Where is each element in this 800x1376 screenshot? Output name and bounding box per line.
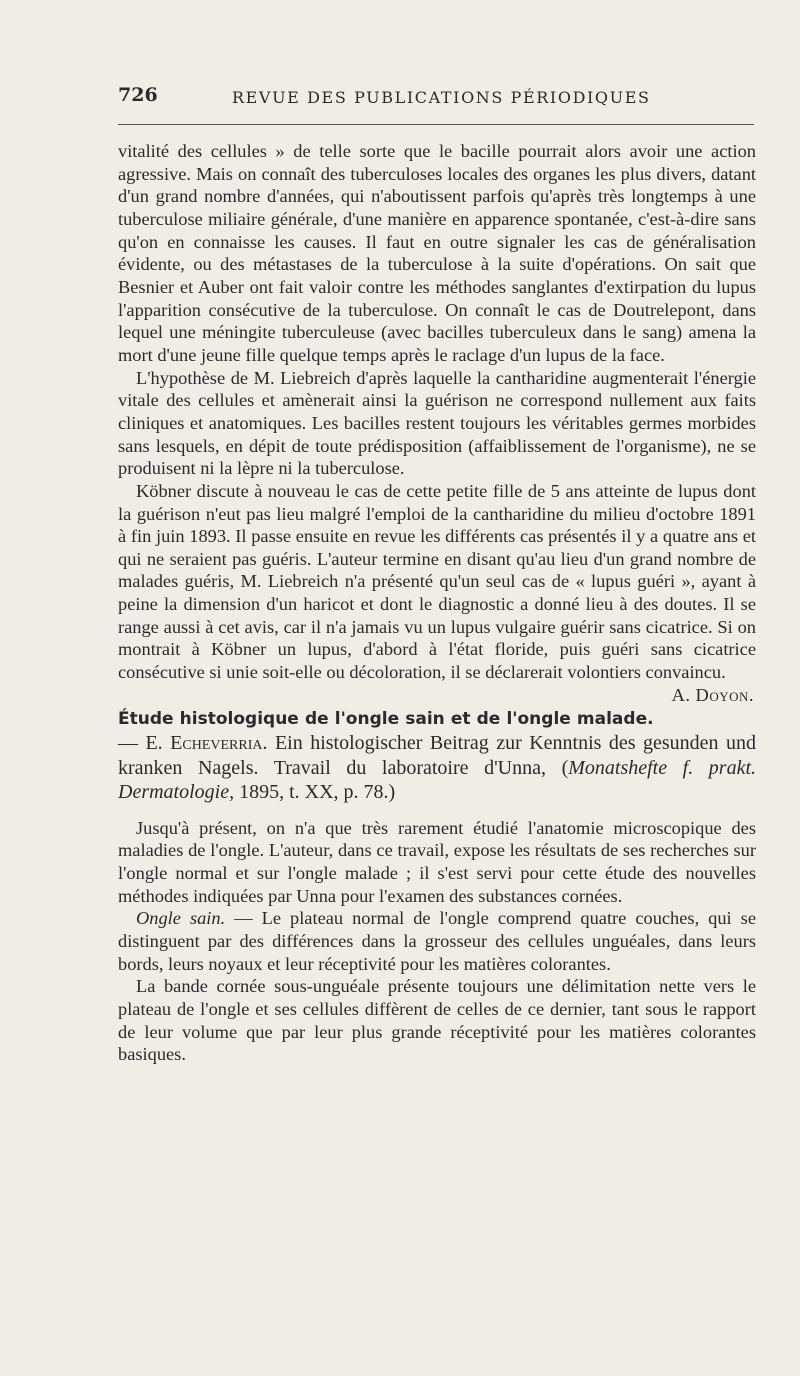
section-heading — [118, 706, 756, 805]
paragraph-5-lead: Ongle sain. — [136, 908, 226, 929]
paragraph-3-text: Köbner discute à nouveau le cas de cette petite fille de 5 ans atteinte de lupus dont la guérison n'eut pas lieu malgré l'emploi de la cantharidine du milieu d'octobre 1891 à fin juin 1893. Il passe ensuite en revue les différents cas présentés il y a quatre ans et qui ne seraient pas guéris. L'auteur termine en disant qu'au lieu d'un grand nombre de malades guéris, M. Liebreich n'a présenté qu'un seul cas de « lupus guéri », ayant à peine la dimension d'un haricot et dont le diagnostic a donné lieu à des doutes. Il se range aussi à cet avis, car il n'a jamais vu un lupus vulgaire guérir sans cicatrice. Si on montrait à Köbner un lupus, d'abord à l'état floride, puis guéri sans cicatrice consécutive si unie soit-elle ou décoloration, il se déclarerait volontiers convaincu. — [118, 480, 756, 683]
paragraph-4: Jusqu'à présent, on n'a que très rarement étudié l'anatomie microscopique des maladies de l'ongle. L'auteur, dans ce travail, expose les résultats de ses recherches sur l'ongle normal et sur l'ongle malade ; il s'est servi pour cette étude des nouvelles méthodes indiquées par Unna pour l'examen des substances cornées. — [118, 817, 756, 906]
paragraph-1: vitalité des cellules » de telle sorte que le bacille pourrait alors avoir une action agressive. Mais on connaît des tuberculoses locales des organes les plus divers, datant d'un grand nombre d'années, qui n'aboutissent parfois qu'après très longtemps à une tuberculose miliaire générale, d'une manière en apparence spontanée, c'est-à-dire sans qu'on en connaisse les causes. Il faut en outre signaler les cas de généralisation évidente, ou des métastases de la tuberculose à la suite d'opérations. On sait que Besnier et Auber ont fait valoir contre les méthodes sanglantes d'extirpation du lupus l'apparition consécutive de la tuberculose. On connaît le cas de Doutrelepont, dans lequel une méningite tuberculeuse (avec bacilles tuberculeux dans le sang) amena la mort d'une jeune fille quelque temps après le raclage d'un lupus de la face. — [118, 141, 756, 365]
section-journal: Monatshefte f. prakt. Dermatologie, — [118, 756, 757, 804]
section-reference: 1895, t. XX, p. 78.) — [239, 781, 396, 804]
author-signature: A. Doyon. — [671, 684, 754, 705]
paragraph-5-text: — Le plateau normal de l'ongle comprend quatre couches, qui se distinguent par des différences dans la grosseur des cellules unguéales, dans leurs bords, leurs noyaux et leur réceptivité pour les matières colorantes. — [118, 908, 756, 974]
article-body — [118, 140, 756, 1066]
header-rule — [118, 124, 754, 125]
paragraph-2: L'hypothèse de M. Liebreich d'après laquelle la cantharidine augmenterait l'énergie vitale des cellules et amènerait ainsi la guérison ne correspond nullement aux faits cliniques et anatomiques. Les bacilles restent toujours les véritables germes morbides sans lesquels, en dépit de toute prédisposition (affaiblissement de l'organisme), ne se produisent ni la lèpre ni la tuberculose. — [118, 367, 756, 479]
section-citation: Ein histologischer Beitrag zur Kenntnis des gesunden und kranken Nagels. Travail du laboratoire d'Unna, ( — [118, 732, 757, 779]
paragraph-5 — [118, 907, 756, 975]
page-number: 726 — [118, 84, 158, 106]
section-author: — E. Echeverria. — [118, 732, 268, 755]
page-header — [118, 84, 754, 112]
section-title: Étude histologique de l'ongle sain et de l'ongle malade. — [118, 708, 654, 729]
paragraph-3 — [118, 480, 756, 705]
paragraph-6: La bande cornée sous-unguéale présente toujours une délimitation nette vers le plateau de l'ongle et ses cellules diffèrent de celles de ce dernier, tant sous le rapport de leur volume que par leur plus grande réceptivité pour les matières colorantes basiques. — [118, 976, 756, 1065]
running-head: REVUE DES PUBLICATIONS PÉRIODIQUES — [232, 88, 651, 107]
